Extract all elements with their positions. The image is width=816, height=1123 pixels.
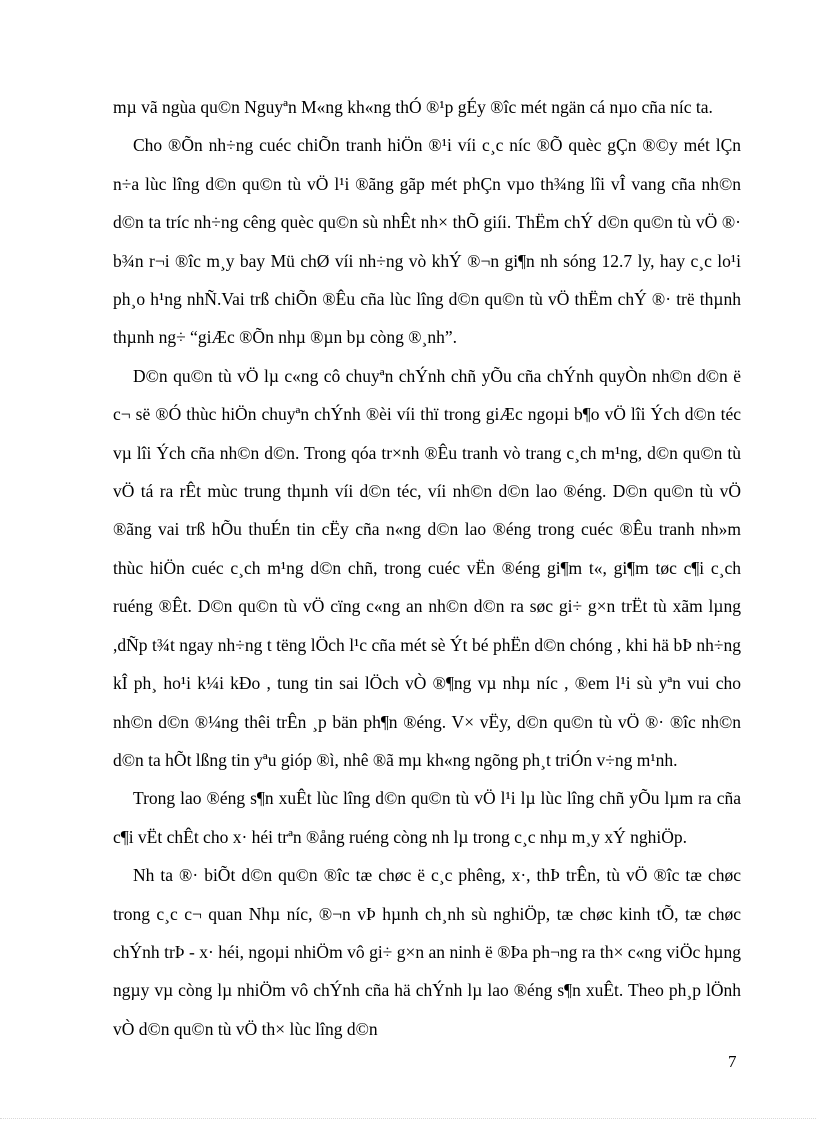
body-text — [113, 88, 741, 1048]
paragraph-organization: Nh ta ®· biÕt d©n qu©n ®îc tæ chøc ë c¸c phêng, x·, thÞ trÊn, tù vÖ ®îc tæ chøc trong c¸c c¬ quan Nhµ níc, ®¬n vÞ hµnh ch¸nh sù nghiÖp, tæ chøc kinh tÕ, tæ chøc chÝnh trÞ - x· héi, ngoµi nhiÖm vô gi÷ g×n an ninh ë ®Þa ph¬ng ra th× c«ng viÖc hµng ngµy vµ còng lµ nhiÖm vô chÝnh cña hä chÝnh lµ lao ®éng s¶n xuÊt. Theo ph¸p lÖnh vÒ d©n qu©n tù vÖ th× lùc lîng d©n — [113, 865, 741, 1039]
paragraph-continuation: mµ vã ngùa qu©n Nguyªn M«ng kh«ng thÓ ®¹p gÉy ®îc mét ngän cá nµo cña níc ta. — [113, 97, 713, 117]
paragraph-militia-role: D©n qu©n tù vÖ lµ c«ng cô chuyªn chÝnh chñ yÕu cña chÝnh quyÒn nh©n d©n ë c¬ së ®Ó thùc hiÖn chuyªn chÝnh ®èi víi thï trong giÆc ngoµi b¶o vÖ lîi Ých d©n téc vµ lîi Ých cña nh©n d©n. Trong qóa tr×nh ®Êu tranh vò trang c¸ch m¹ng, d©n qu©n tù vÖ tá ra rÊt mùc trung thµnh víi d©n téc, víi nh©n d©n lao ®éng. D©n qu©n tù vÖ ®ãng vai trß hÕu thuÉn tin cËy cña n«ng d©n lao ®éng trong cuéc ®Êu tranh nh»m thùc hiÖn cuéc c¸ch m¹ng d©n chñ, trong cuéc vËn ®éng gi¶m t«, gi¶m tøc c¶i c¸ch ruéng ®Êt. D©n qu©n tù vÖ cïng c«ng an nh©n d©n ra søc gi÷ g×n trËt tù xãm lµng ,dÑp t¾t ngay nh÷ng t tëng lÖch l¹c cña mét sè Ýt bé phËn d©n chóng , khi hä bÞ nh÷ng kÎ ph¸ ho¹i k¼i kÐo , tung tin sai lÖch vÒ ®¶ng vµ nhµ níc , ®em l¹i sù yªn vui cho nh©n d©n ®¼ng thêi trÊn ¸p bän ph¶n ®éng. V× vËy, d©n qu©n tù vÖ ®· ®îc nh©n d©n ta hÕt lßng tin yªu gióp ®ì, nhê ®ã mµ kh«ng ngõng ph¸t triÓn v÷ng m¹nh. — [113, 365, 741, 770]
paragraph-modern-wars: Cho ®Õn nh÷ng cuéc chiÕn tranh hiÖn ®¹i víi c¸c níc ®Õ quèc gÇn ®©y mét lÇn n÷a lùc lîng d©n qu©n tù vÖ l¹i ®ãng gãp mét phÇn vµo th¾ng lîi vÎ vang cña nh©n d©n ta tríc nh÷ng cêng quèc qu©n sù nhÊt nh× thÕ giíi. ThËm chÝ d©n qu©n tù vÖ ®· b¾n r¬i ®îc m¸y bay Mü chØ víi nh÷ng vò khÝ ®¬n gi¶n nh sóng 12.7 ly, hay c¸c lo¹i ph¸o h¹ng nhÑ.Vai trß chiÕn ®Êu cña lùc lîng d©n qu©n tù vÖ thËm chÝ ®· trë thµnh thµnh ng÷ “giÆc ®Õn nhµ ®µn bµ còng ®¸nh”. — [113, 135, 741, 348]
page-number: 7 — [728, 1052, 737, 1071]
page-bottom-divider — [0, 1118, 816, 1119]
paragraph-labor-production: Trong lao ®éng s¶n xuÊt lùc lîng d©n qu©n tù vÖ l¹i lµ lùc lîng chñ yÕu lµm ra cña c¶i vËt chÊt cho x· héi trªn ®ång ruéng còng nh lµ trong c¸c nhµ m¸y xÝ nghiÖp. — [113, 788, 741, 847]
